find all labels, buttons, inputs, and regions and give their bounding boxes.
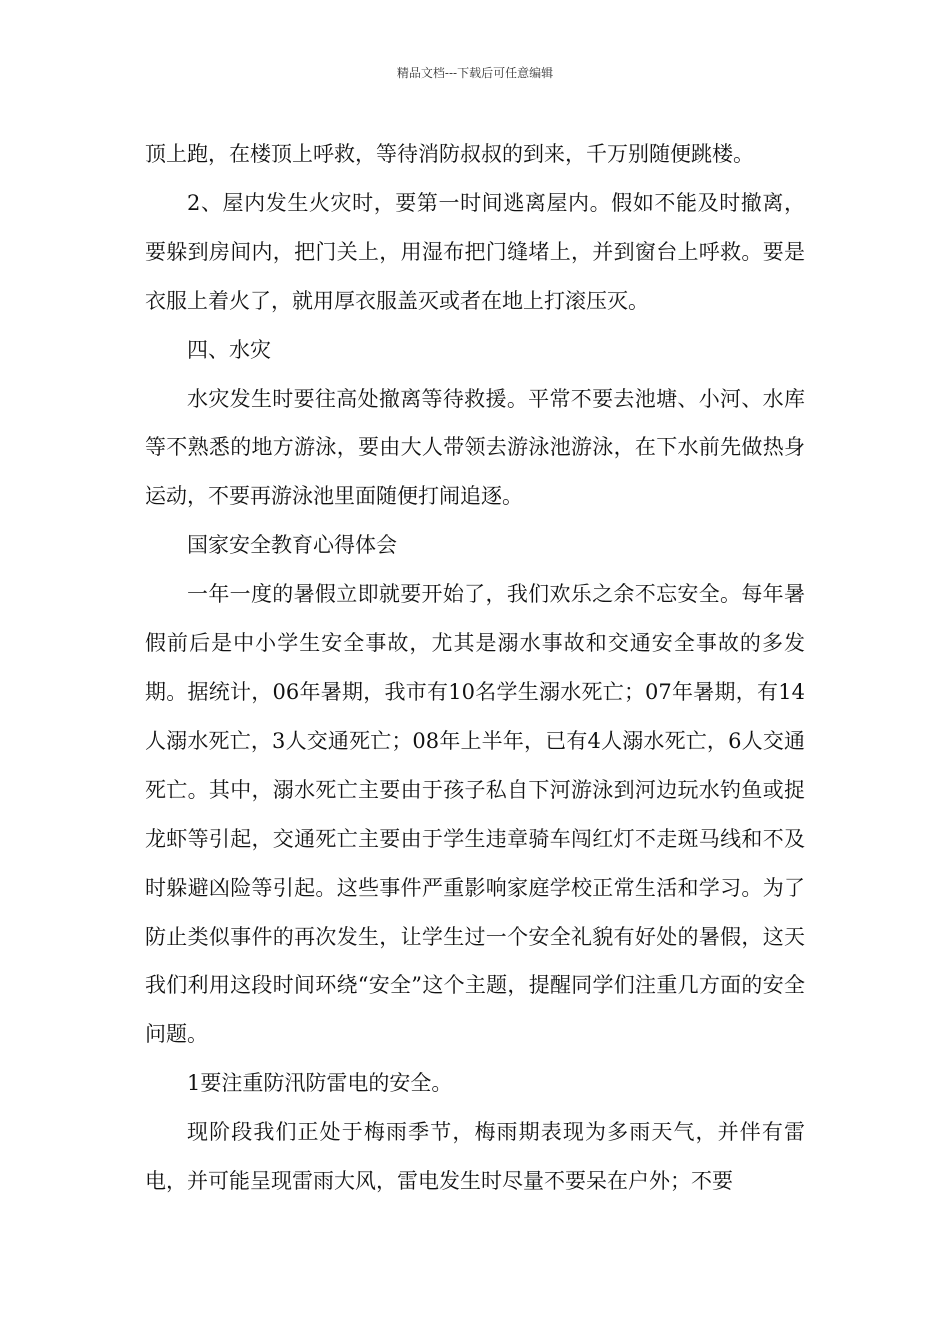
document-body <box>145 130 805 1206</box>
paragraph-point-1: 1要注重防汛防雷电的安全。 <box>187 1071 453 1096</box>
paragraph-2: 2、屋内发生火灾时，要第一时间逃离屋内。假如不能及时撤离，要躲到房间内，把门关上，用湿布把门缝堵上，并到窗台上呼救。要是衣服上着火了，就用厚衣服盖灭或者在地上打滚压灭。 <box>145 190 805 313</box>
article-title: 国家安全教育心得体会 <box>187 533 397 558</box>
paragraph-flood: 水灾发生时要往高处撤离等待救援。平常不要去池塘、小河、水库等不熟悉的地方游泳，要由大人带领去游泳池游泳，在下水前先做热身运动，不要再游泳池里面随便打闹追逐。 <box>145 386 805 509</box>
paragraph-summer-safety: 一年一度的暑假立即就要开始了，我们欢乐之余不忘安全。每年暑假前后是中小学生安全事故，尤其是溺水事故和交通安全事故的多发期。据统计，06年暑期，我市有10名学生溺水死亡；07年暑期，有14人溺水死亡，3人交通死亡；08年上半年，已有4人溺水死亡，6人交通死亡。其中，溺水死亡主要由于孩子私自下河游泳到河边玩水钓鱼或捉龙虾等引起，交通死亡主要由于学生违章骑车闯红灯不走斑马线和不及时躲避凶险等引起。这些事件严重影响家庭学校正常生活和学习。为了防止类似事件的再次发生，让学生过一个安全礼貌有好处的暑假，这天我们利用这段时间环绕“安全”这个主题，提醒同学们注重几方面的安全问题。 <box>145 582 805 1047</box>
section-heading-flood: 四、水灾 <box>187 337 271 362</box>
paragraph-rainy-season: 现阶段我们正处于梅雨季节，梅雨期表现为多雨天气，并伴有雷电，并可能呈现雷雨大风，雷电发生时尽量不要呆在户外；不要 <box>145 1120 805 1194</box>
page-header: 精品文档---下载后可任意编辑 <box>396 66 554 80</box>
paragraph-1: 顶上跑，在楼顶上呼救，等待消防叔叔的到来，千万别随便跳楼。 <box>145 142 754 166</box>
